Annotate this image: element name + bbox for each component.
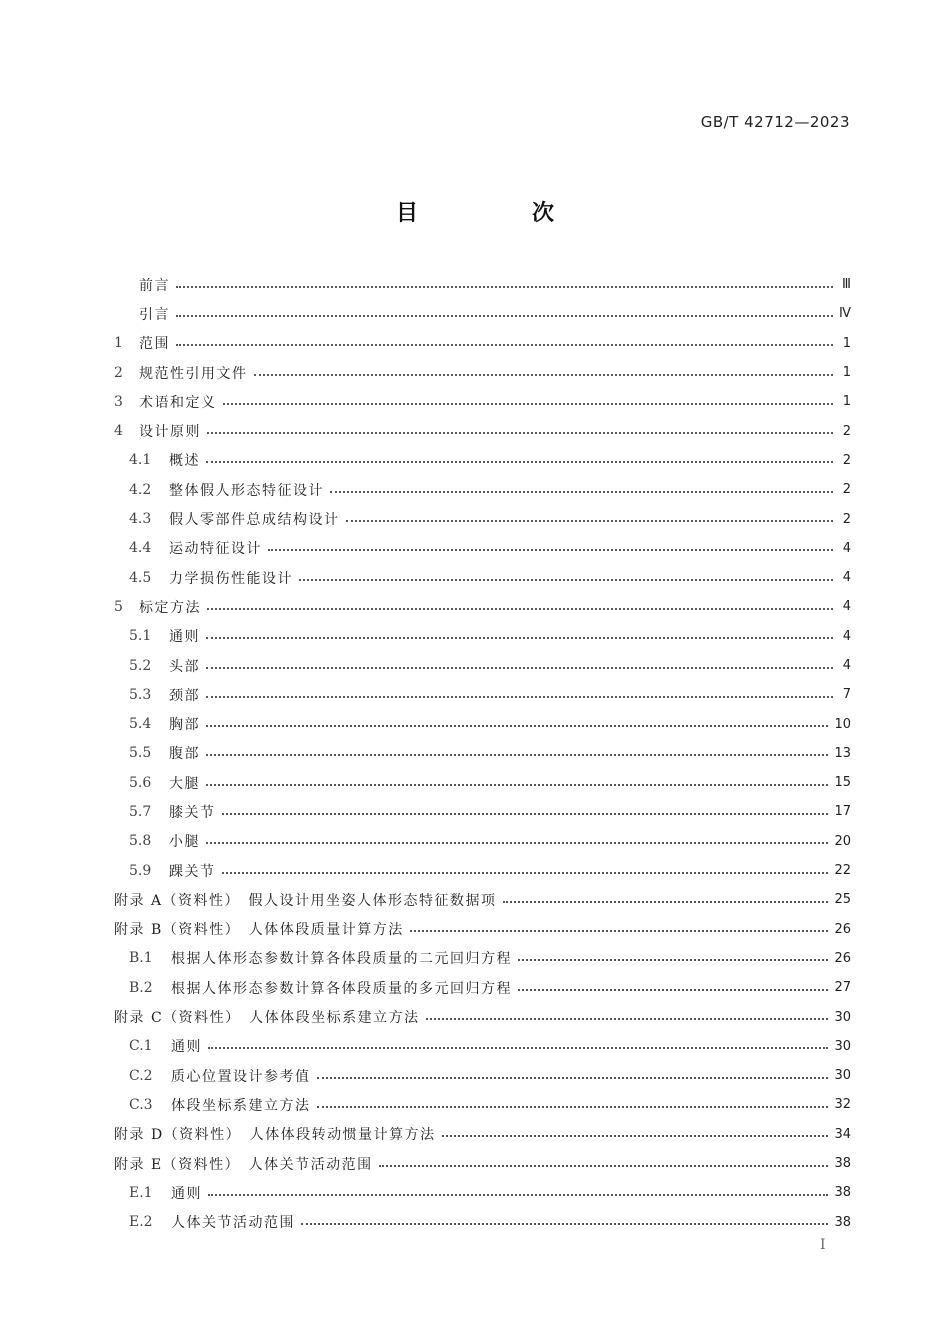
toc-entry-label: 附录 A（资料性） 假人设计用坐姿人体形态特征数据项 (114, 892, 497, 909)
toc-entry-label: 质心位置设计参考值 (171, 1068, 311, 1085)
toc-dot-leader (206, 842, 828, 844)
toc-entry[interactable] (114, 739, 851, 768)
toc-entry-number: 5.4 (129, 716, 152, 733)
toc-entry-label: 术语和定义 (139, 394, 217, 411)
toc-entry[interactable] (114, 797, 851, 826)
toc-entry-label: 大腿 (169, 775, 200, 792)
toc-dot-leader (379, 1165, 829, 1167)
toc-entry[interactable] (114, 680, 851, 709)
toc-entry[interactable] (114, 651, 851, 680)
toc-entry[interactable] (114, 1149, 851, 1178)
toc-entry-number: E.1 (129, 1184, 153, 1201)
toc-entry-page: 1 (842, 365, 851, 381)
toc-entry[interactable] (114, 1090, 851, 1119)
toc-entry-number: B.2 (129, 979, 153, 996)
toc-entry[interactable] (114, 1002, 851, 1031)
toc-entry[interactable] (114, 504, 851, 533)
toc-entry-label: 整体假人形态特征设计 (169, 482, 324, 499)
toc-entry-page: 1 (842, 335, 851, 351)
toc-entry[interactable] (114, 446, 851, 475)
toc-entry-number: 5.1 (129, 628, 152, 645)
toc-entry[interactable] (114, 358, 851, 387)
toc-entry-number: 4 (114, 423, 123, 440)
toc-entry-page: 20 (834, 833, 851, 849)
toc-entry-number: 5.5 (129, 745, 152, 762)
toc-dot-leader (206, 696, 833, 698)
toc-entry-label: 人体关节活动范围 (171, 1215, 295, 1232)
toc-entry-label: 通则 (169, 629, 200, 646)
toc-entry[interactable] (114, 563, 851, 592)
toc-dot-leader (206, 637, 833, 639)
toc-entry-number: B.1 (129, 950, 153, 967)
toc-entry-number: 2 (114, 364, 123, 381)
toc-entry-page: 2 (842, 423, 851, 439)
toc-entry-page: 38 (834, 1185, 851, 1201)
toc-entry-number: 5 (114, 598, 123, 615)
toc-entry[interactable] (114, 299, 851, 328)
toc-entry-number: E.2 (129, 1214, 153, 1231)
toc-dot-leader (503, 901, 829, 903)
toc-entry-page: 2 (842, 452, 851, 468)
toc-entry-label: 范围 (139, 336, 170, 353)
toc-entry-number: C.2 (129, 1067, 153, 1084)
toc-entry-label: 标定方法 (139, 599, 201, 616)
toc-entry-number: 1 (114, 335, 123, 352)
toc-entry[interactable] (114, 1120, 851, 1149)
toc-dot-leader (176, 344, 833, 346)
toc-dot-leader (208, 1194, 828, 1196)
toc-entry[interactable] (114, 856, 851, 885)
toc-entry-page: 30 (834, 1068, 851, 1084)
toc-entry-number: C.3 (129, 1096, 153, 1113)
toc-entry-page: Ⅲ (842, 277, 851, 293)
toc-dot-leader (207, 608, 833, 610)
toc-entry-label: 附录 E（资料性） 人体关节活动范围 (114, 1156, 373, 1173)
toc-entry-page: 22 (834, 863, 851, 879)
toc-entry[interactable] (114, 592, 851, 621)
toc-entry-label: 规范性引用文件 (139, 365, 248, 382)
toc-dot-leader (518, 989, 828, 991)
toc-entry[interactable] (114, 768, 851, 797)
toc-entry-label: 头部 (169, 658, 200, 675)
toc-entry[interactable] (114, 827, 851, 856)
toc-entry-number: 5.7 (129, 803, 152, 820)
toc-dot-leader (410, 930, 829, 932)
toc-entry[interactable] (114, 1178, 851, 1207)
toc-dot-leader (206, 784, 828, 786)
toc-entry-page: 2 (842, 511, 851, 527)
document-code: GB/T 42712—2023 (700, 113, 850, 131)
toc-entry-page: 4 (842, 628, 851, 644)
toc-entry-page: 17 (834, 804, 851, 820)
toc-entry-label: 腹部 (169, 746, 200, 763)
toc-dot-leader (206, 725, 828, 727)
toc-entry-label: 引言 (139, 306, 170, 323)
toc-entry-number: 5.6 (129, 774, 152, 791)
toc-entry[interactable] (114, 387, 851, 416)
toc-dot-leader (206, 667, 833, 669)
toc-entry-page: 4 (842, 540, 851, 556)
toc-entry-label: 体段坐标系建立方法 (171, 1097, 311, 1114)
toc-entry[interactable] (114, 1208, 851, 1237)
toc-dot-leader (346, 520, 834, 522)
toc-entry-label: 通则 (171, 1039, 202, 1056)
toc-entry[interactable] (114, 329, 851, 358)
toc-dot-leader (222, 813, 829, 815)
toc-entry[interactable] (114, 973, 851, 1002)
toc-entry-label: 力学损伤性能设计 (169, 570, 293, 587)
toc-dot-leader (206, 754, 828, 756)
toc-entry-page: 4 (842, 599, 851, 615)
toc-entry[interactable] (114, 475, 851, 504)
toc-dot-leader (330, 491, 833, 493)
toc-entry-page: 34 (834, 1126, 851, 1142)
toc-dot-leader (317, 1106, 829, 1108)
toc-entry[interactable] (114, 915, 851, 944)
toc-entry-number: 4.4 (129, 540, 152, 557)
toc-entry-page: 1 (842, 394, 851, 410)
toc-entry-number: 5.8 (129, 833, 152, 850)
page-number: I (820, 1237, 826, 1253)
toc-entry-label: 胸部 (169, 717, 200, 734)
toc-entry-label: 概述 (169, 453, 200, 470)
toc-entry-page: 30 (834, 1038, 851, 1054)
toc-entry-label: 附录 D（资料性） 人体体段转动惯量计算方法 (114, 1127, 436, 1144)
toc-entry-label: 小腿 (169, 834, 200, 851)
toc-entry-page: 26 (834, 921, 851, 937)
toc-entry-number: 4.3 (129, 511, 152, 528)
toc-entry-number: C.1 (129, 1038, 153, 1055)
toc-entry-number: 3 (114, 393, 123, 410)
toc-entry-page: 10 (834, 716, 851, 732)
toc-entry-page: 27 (834, 980, 851, 996)
toc-entry-number: 4.5 (129, 569, 152, 586)
table-of-contents (114, 270, 851, 1237)
toc-dot-leader (223, 403, 834, 405)
toc-entry-page: 25 (834, 892, 851, 908)
toc-entry[interactable] (114, 534, 851, 563)
toc-entry-label: 前言 (139, 277, 170, 294)
toc-dot-leader (299, 579, 833, 581)
toc-entry[interactable] (114, 944, 851, 973)
toc-entry[interactable] (114, 885, 851, 914)
toc-dot-leader (518, 959, 828, 961)
toc-dot-leader (206, 461, 833, 463)
toc-dot-leader (317, 1077, 829, 1079)
toc-entry-page: 4 (842, 658, 851, 673)
toc-entry[interactable] (114, 709, 851, 738)
toc-entry-page: 26 (834, 950, 851, 966)
toc-dot-leader (207, 432, 833, 434)
toc-entry[interactable] (114, 1061, 851, 1090)
toc-dot-leader (176, 315, 833, 317)
toc-entry-number: 5.2 (129, 657, 152, 674)
toc-entry-number: 5.3 (129, 686, 152, 703)
toc-entry-number: 5.9 (129, 862, 152, 879)
toc-entry-label: 附录 B（资料性） 人体体段质量计算方法 (114, 922, 404, 939)
toc-entry-page: 32 (834, 1097, 851, 1113)
toc-entry-label: 假人零部件总成结构设计 (169, 512, 340, 529)
toc-entry[interactable] (114, 1032, 851, 1061)
toc-entry-label: 运动特征设计 (169, 541, 262, 558)
toc-dot-leader (176, 286, 833, 288)
toc-dot-leader (208, 1047, 828, 1049)
toc-entry-label: 附录 C（资料性） 人体体段坐标系建立方法 (114, 1010, 420, 1027)
toc-entry-page: 2 (842, 482, 851, 498)
toc-entry-page: 38 (834, 1156, 851, 1172)
toc-entry-label: 颈部 (169, 687, 200, 704)
toc-dot-leader (426, 1018, 829, 1020)
toc-entry-page: 7 (842, 687, 851, 703)
toc-entry-label: 根据人体形态参数计算各体段质量的二元回归方程 (171, 951, 512, 968)
toc-dot-leader (254, 374, 834, 376)
toc-entry-label: 设计原则 (139, 424, 201, 441)
toc-entry[interactable] (114, 622, 851, 651)
toc-entry[interactable] (114, 416, 851, 445)
toc-entry-label: 通则 (171, 1185, 202, 1202)
toc-entry-page: 4 (842, 570, 851, 586)
toc-dot-leader (442, 1135, 829, 1137)
toc-entry-page: 13 (834, 745, 851, 761)
toc-dot-leader (268, 549, 833, 551)
toc-dot-leader (301, 1223, 828, 1225)
toc-entry-page: 15 (834, 775, 851, 791)
toc-entry-page: Ⅳ (839, 306, 851, 322)
toc-entry-label: 膝关节 (169, 804, 216, 821)
toc-entry-page: 30 (834, 1009, 851, 1025)
toc-entry-number: 4.2 (129, 481, 152, 498)
toc-entry[interactable] (114, 270, 851, 299)
page-title: 目 次 (395, 201, 600, 226)
toc-entry-page: 38 (834, 1214, 851, 1230)
toc-dot-leader (222, 872, 829, 874)
toc-entry-number: 4.1 (129, 452, 152, 469)
toc-entry-label: 根据人体形态参数计算各体段质量的多元回归方程 (171, 980, 512, 997)
toc-entry-label: 踝关节 (169, 863, 216, 880)
